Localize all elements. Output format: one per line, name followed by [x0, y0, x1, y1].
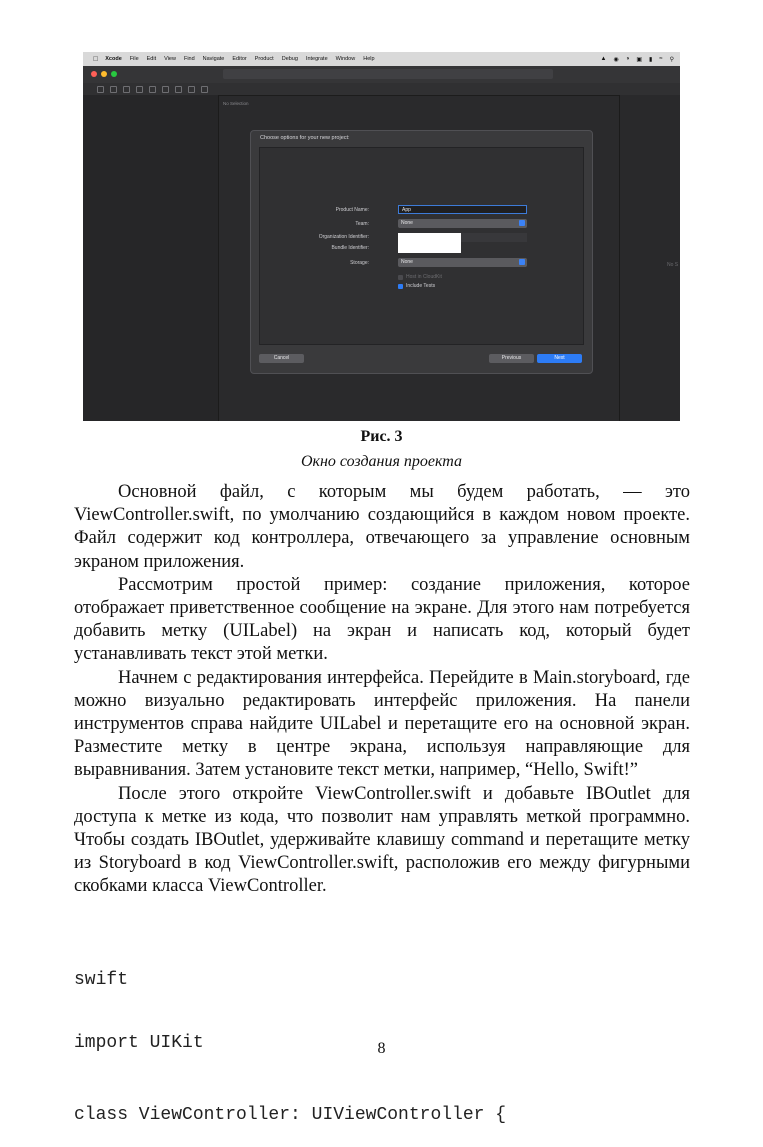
- report-icon[interactable]: [201, 86, 208, 93]
- paragraph: Основной файл, с которым мы будем работать, — это ViewController.swift, по умолчанию создающийся в каждом новом проекте. Файл содержит код контроллера, отвечающего за управление основным экраном приложения.: [74, 482, 690, 572]
- find-icon[interactable]: [136, 86, 143, 93]
- menu-xcode[interactable]: Xcode: [100, 56, 117, 62]
- include-tests-label: Include Tests: [406, 283, 436, 289]
- chevron-updown-icon: [519, 259, 525, 265]
- paragraph: После этого откройте ViewController.swift и добавьте IBOutlet для доступа к метке из кода, что позволит нам управлять меткой программно. Чтобы создать IBOutlet, удерживайте клавишу command и перетащите метку из Storyboard в код ViewController.swift, расположив его между фигурными скобками класса ViewController.: [74, 783, 690, 897]
- paragraph: Рассмотрим простой пример: создание приложения, которое отображает приветственное сообщение на экране. Для этого нам потребуется добавить метку (UILabel) на экран и написать код, который будет устанавливать текст этой метки.: [74, 574, 690, 665]
- menu-edit[interactable]: Edit: [141, 56, 151, 62]
- menu-find[interactable]: Find: [178, 56, 190, 62]
- page-number: 8: [377, 1040, 386, 1057]
- airplay-icon[interactable]: ▲: [600, 56, 607, 62]
- no-selection-label: No Selection: [223, 101, 249, 106]
- test-icon[interactable]: [162, 86, 169, 93]
- menu-bar: [83, 52, 680, 66]
- team-label: Team:: [355, 221, 369, 227]
- menu-integrate[interactable]: Integrate: [300, 56, 323, 62]
- zoom-window-button[interactable]: [111, 71, 117, 77]
- debug-icon[interactable]: [175, 86, 182, 93]
- chevron-updown-icon: [519, 220, 525, 226]
- apple-icon[interactable]: [93, 56, 98, 63]
- storage-label: Storage:: [350, 260, 369, 266]
- minimize-window-button[interactable]: [101, 71, 107, 77]
- include-tests-checkbox[interactable]: [398, 283, 435, 289]
- menu-product[interactable]: Product: [249, 56, 269, 62]
- wifi-icon[interactable]: ≈: [659, 56, 663, 62]
- cloudkit-label: Host in CloudKit: [406, 274, 442, 280]
- checkmark-icon: [398, 284, 403, 289]
- body-text: [74, 481, 690, 899]
- vpn-icon[interactable]: ◉: [613, 56, 619, 63]
- navigator-pane: [83, 95, 219, 421]
- org-id-label: Organization Identifier:: [318, 234, 369, 240]
- cancel-button[interactable]: Cancel: [259, 354, 304, 363]
- menu-file[interactable]: File: [124, 56, 134, 62]
- team-value: None: [401, 220, 413, 226]
- battery-icon[interactable]: ▮: [648, 56, 653, 63]
- folder-icon[interactable]: [97, 86, 104, 93]
- close-window-button[interactable]: [91, 71, 97, 77]
- team-select[interactable]: [398, 219, 527, 228]
- xcode-toolbar: [83, 66, 680, 84]
- menu-debug[interactable]: Debug: [276, 56, 293, 62]
- code-line: import UIKit: [74, 1033, 204, 1053]
- redacted-box: [398, 233, 461, 253]
- symbol-icon[interactable]: [123, 86, 130, 93]
- menu-view[interactable]: View: [158, 56, 171, 62]
- dialog-title: Choose options for your new project:: [260, 135, 350, 141]
- storage-value: None: [401, 259, 413, 265]
- figure-caption: Окно создания проекта: [300, 453, 463, 470]
- paragraph: Начнем с редактирования интерфейса. Перейдите в Main.storyboard, где можно визуально редактировать интерфейс приложения. На панели инструментов справа найдите UILabel и перетащите его на основной экран. Разместите метку в центре экрана, используя направляющие для выравнивания. Затем установите текст метки, например, “Hello, Swift!”: [74, 667, 690, 781]
- breakpoint-icon[interactable]: [188, 86, 195, 93]
- menu-navigate[interactable]: Navigate: [197, 56, 220, 62]
- checkbox-box: [398, 275, 403, 280]
- figure-number: Рис. 3: [360, 428, 403, 445]
- new-project-dialog: [250, 130, 593, 374]
- moon-icon[interactable]: ◑: [625, 56, 630, 62]
- storage-select[interactable]: [398, 258, 527, 267]
- product-name-label: Product Name:: [335, 207, 369, 213]
- bundle-id-label: Bundle Identifier:: [331, 245, 369, 251]
- product-name-input[interactable]: App: [398, 205, 527, 214]
- previous-button[interactable]: Previous: [489, 354, 534, 363]
- code-block: [74, 929, 506, 1147]
- menu-editor[interactable]: Editor: [227, 56, 242, 62]
- activity-view: [223, 69, 553, 79]
- dialog-options-panel: [259, 147, 584, 345]
- inspector-hint: No S: [667, 262, 679, 268]
- issue-icon[interactable]: [149, 86, 156, 93]
- source-control-icon[interactable]: [110, 86, 117, 93]
- cloudkit-checkbox[interactable]: [398, 274, 442, 280]
- xcode-screenshot: [83, 52, 680, 421]
- code-line: swift: [74, 970, 129, 990]
- menu-help[interactable]: Help: [357, 56, 370, 62]
- input-source-icon[interactable]: ▣: [636, 56, 642, 63]
- search-icon[interactable]: ⚲: [669, 56, 674, 63]
- menu-window[interactable]: Window: [330, 56, 350, 62]
- next-button[interactable]: Next: [537, 354, 582, 363]
- code-line: class ViewController: UIViewController {: [74, 1105, 507, 1125]
- inspector-pane: [619, 95, 680, 421]
